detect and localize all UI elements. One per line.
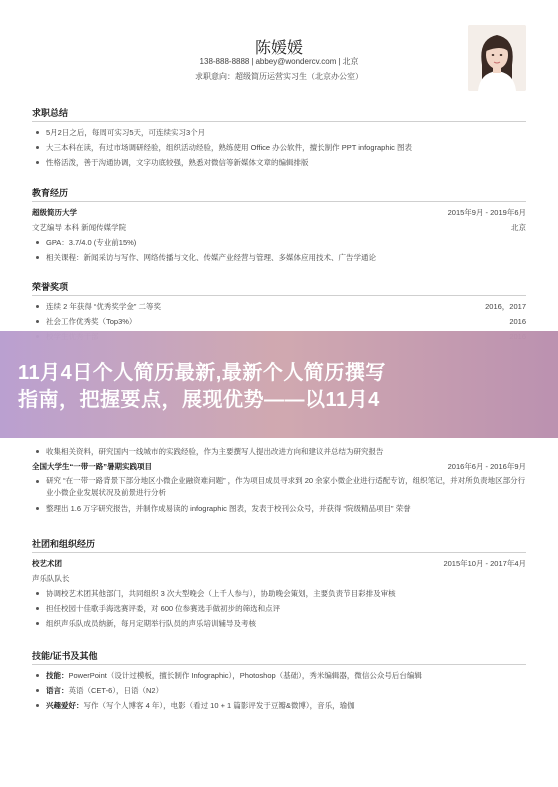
divider	[32, 295, 526, 296]
org-role: 声乐队队长	[32, 574, 70, 583]
skill-item	[32, 683, 526, 698]
candidate-name: 陈媛媛	[254, 40, 303, 57]
school-row	[32, 205, 526, 220]
org-dates: 2015年10月 - 2017年4月	[443, 559, 526, 568]
org-name: 校艺术团	[32, 559, 62, 568]
skill-label: 兴趣爱好：	[46, 701, 84, 710]
skill-label: 技能：	[46, 671, 69, 680]
section-projects	[32, 444, 526, 516]
project-name: 全国大学生“一带一路”暑期实践项目	[32, 462, 152, 471]
section-clubs	[32, 538, 526, 631]
skill-text: 写作（写个人博客 4 年），电影（看过 10 + 1 篇影评发于豆瓣&微博），音乐，瑜伽	[83, 701, 355, 710]
education-dates: 2015年9月 - 2019年6月	[447, 208, 526, 217]
banner-title	[18, 360, 546, 414]
phone-number: 138-888-8888	[199, 57, 250, 66]
list-item: 收集相关资料，研究国内一线城市的实践经验，作为主要撰写人提出改进方向和建议并总结为研究报告	[32, 444, 526, 459]
divider	[32, 201, 526, 202]
award-year: 2016，2017	[485, 302, 526, 311]
skill-text: PowerPoint（设计过模板，擅长制作 Infographic），Photoshop（基础），秀米编辑器，微信公众号后台编辑	[68, 671, 422, 680]
list-item: 5月2日之后，每周可实习5天，可连续实习3个月	[32, 125, 526, 140]
project-dates: 2016年6月 - 2016年9月	[447, 462, 526, 471]
skill-text: 英语（CET-6），日语（N2）	[68, 686, 164, 695]
skill-item	[32, 668, 526, 683]
education-location: 北京	[511, 223, 526, 232]
project-row	[32, 459, 526, 474]
section-title: 教育经历	[32, 188, 69, 198]
section-title: 求职总结	[32, 108, 69, 118]
list-item: GPA：3.7/4.0 (专业前15%)	[32, 235, 526, 250]
list-item: 性格活泼，善于沟通协调，文字功底较强，熟悉对微信等新媒体文章的编辑排版	[32, 155, 526, 170]
job-intent: 求职意向：超级简历运营实习生（北京办公室）	[195, 72, 363, 81]
list-item: 担任校园十佳歌手海选赛评委，对 600 位参赛选手做初步的筛选和点评	[32, 601, 526, 616]
section-education	[32, 187, 526, 265]
list-item: 协调校艺术团其他部门，共同组织 3 次大型晚会（上千人参与），协助晚会策划，主要负责节目彩排及审核	[32, 586, 526, 601]
skill-label: 语言：	[46, 686, 69, 695]
list-item: 整理出 1.6 万字研究报告，并制作成易读的 infographic 图表，发表于校刊公众号，并获得 “院级精品项目” 荣誉	[32, 501, 526, 516]
award-item	[32, 314, 526, 329]
divider	[32, 121, 526, 122]
divider	[32, 552, 526, 553]
major: 文艺编导 本科 新闻传媒学院	[32, 223, 127, 232]
award-year: 2016	[509, 317, 526, 326]
award-text: 社会工作优秀奖（Top3%）	[46, 317, 137, 326]
section-title: 荣誉奖项	[32, 282, 69, 292]
org-row	[32, 556, 526, 571]
list-item: 大三本科在读，有过市场调研经验，组织活动经验，熟练使用 Office 办公软件，擅长制作 PPT infographic 图表	[32, 140, 526, 155]
major-row	[32, 220, 526, 235]
city: 北京	[342, 57, 359, 66]
divider	[32, 664, 526, 665]
section-title: 技能/证书及其他	[32, 651, 98, 661]
list-item: 相关课程：新闻采访与写作、网络传播与文化、传媒产业经营与管理、多媒体应用技术、广告学通论	[32, 250, 526, 265]
list-item: 研究 “在一带一路背景下部分地区小微企业融资难问题” ，作为项目成员寻求到 20 余家小微企业进行适配专访，组织笔记，并对所负责地区部分行业小微企业发展状况及前景进行分析	[32, 474, 526, 501]
banner-line-1: 11月4日个人简历最新,最新个人简历撰写	[18, 362, 386, 384]
award-text: 连续 2 年获得 “优秀奖学金” 二等奖	[46, 302, 162, 311]
list-item: 组织声乐队成员纳新，每月定期举行队员的声乐培训辅导及考核	[32, 616, 526, 631]
section-title: 社团和组织经历	[32, 539, 96, 549]
email-address: abbey@wondercv.com	[255, 57, 337, 66]
section-skills	[32, 650, 526, 713]
school-name: 超级简历大学	[32, 208, 77, 217]
section-job-summary	[32, 107, 526, 170]
avatar	[468, 25, 526, 91]
contact-line: 138-888-8888 | abbey@wondercv.com | 北京	[199, 57, 359, 66]
skill-item	[32, 698, 526, 713]
award-item	[32, 299, 526, 314]
banner-line-2: 指南，把握要点，展现优势——以11月4	[18, 389, 380, 411]
